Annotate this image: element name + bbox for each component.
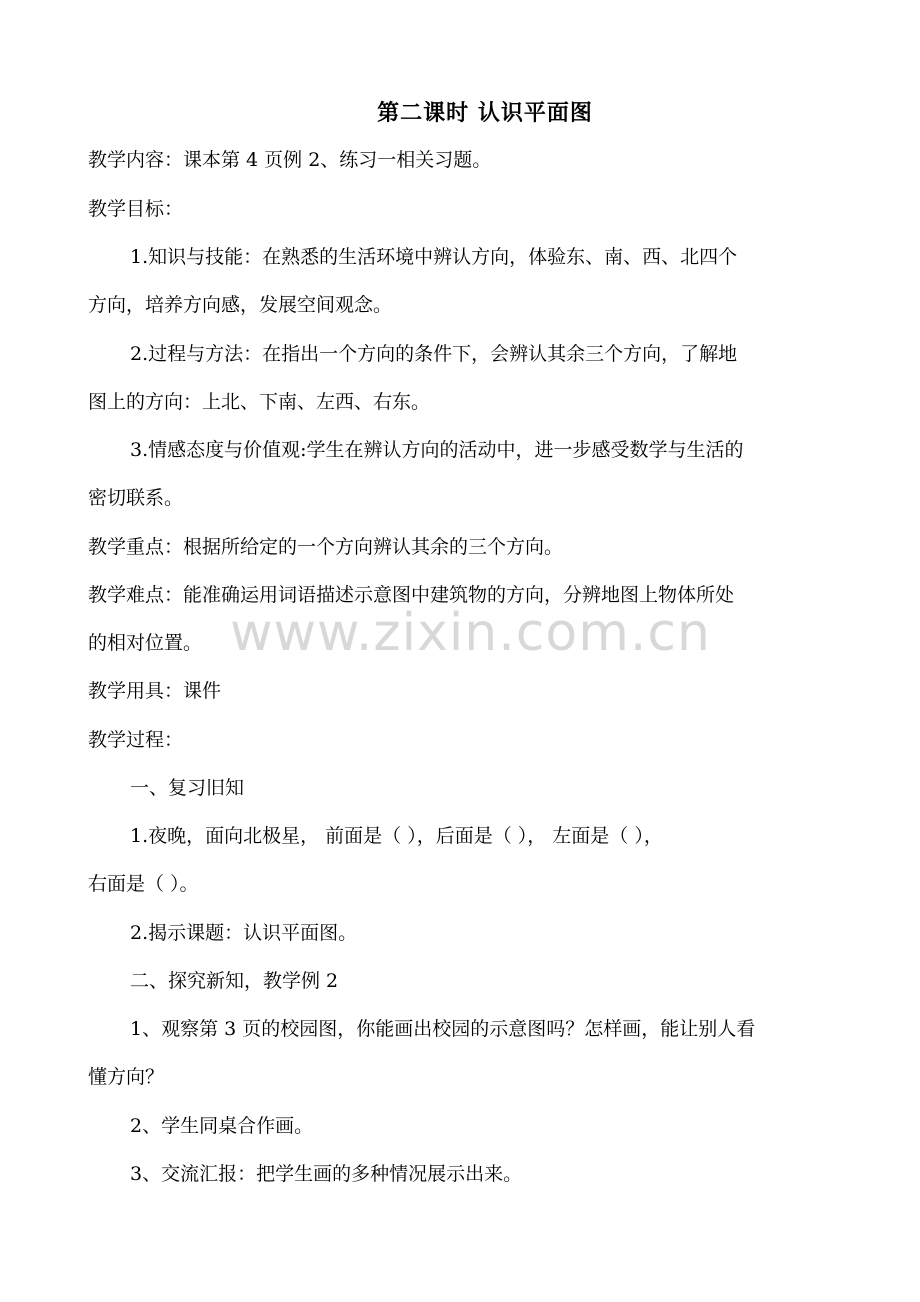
difficulty-line-2: 的相对位置。 — [88, 632, 203, 654]
teaching-tools-line: 教学用具：课件 — [88, 680, 222, 702]
explore-item-3-line: 3、交流汇报：把学生画的多种情况展示出来。 — [130, 1163, 523, 1185]
goal-2-line-1: 2.过程与方法：在指出一个方向的条件下，会辨认其余三个方向，了解地 — [130, 343, 738, 365]
explore-item-1-line-2: 懂方向？ — [88, 1066, 165, 1088]
explore-item-1-line-1: 1、观察第 3 页的校园图，你能画出校园的示意图吗？怎样画，能让别人看 — [130, 1018, 756, 1040]
key-point-line: 教学重点：根据所给定的一个方向辨认其余的三个方向。 — [88, 536, 564, 558]
goal-1-line-1: 1.知识与技能：在熟悉的生活环境中辨认方向，体验东、南、西、北四个 — [130, 246, 738, 268]
page-title: 第二课时 认识平面图 — [377, 101, 593, 126]
review-item-2-line: 2.揭示课题：认识平面图。 — [130, 922, 358, 944]
explore-item-2-line: 2、学生同桌合作画。 — [130, 1115, 314, 1137]
goal-1-line-2: 方向，培养方向感，发展空间观念。 — [88, 294, 393, 316]
review-item-1-line-1: 1.夜晚，面向北极星， 前面是（ ），后面是（ ）， 左面是（ ）， — [130, 825, 663, 847]
teaching-content-line: 教学内容：课本第 4 页例 2、练习一相关习题。 — [88, 149, 492, 171]
goal-2-line-2: 图上的方向：上北、下南、左西、右东。 — [88, 391, 431, 413]
watermark-text: www.zixin.com.cn — [230, 603, 711, 663]
goal-3-line-1: 3.情感态度与价值观:学生在辨认方向的活动中，进一步感受数学与生活的 — [130, 439, 744, 461]
teaching-process-heading: 教学过程： — [88, 729, 184, 751]
goal-3-line-2: 密切联系。 — [88, 487, 184, 509]
review-item-1-line-2: 右面是（ ）。 — [88, 873, 199, 895]
section-2-heading: 二、探究新知，教学例 2 — [130, 970, 339, 992]
section-1-heading: 一、复习旧知 — [130, 777, 245, 799]
difficulty-line-1: 教学难点：能准确运用词语描述示意图中建筑物的方向，分辨地图上物体所处 — [88, 584, 735, 606]
teaching-goals-heading: 教学目标： — [88, 198, 184, 220]
